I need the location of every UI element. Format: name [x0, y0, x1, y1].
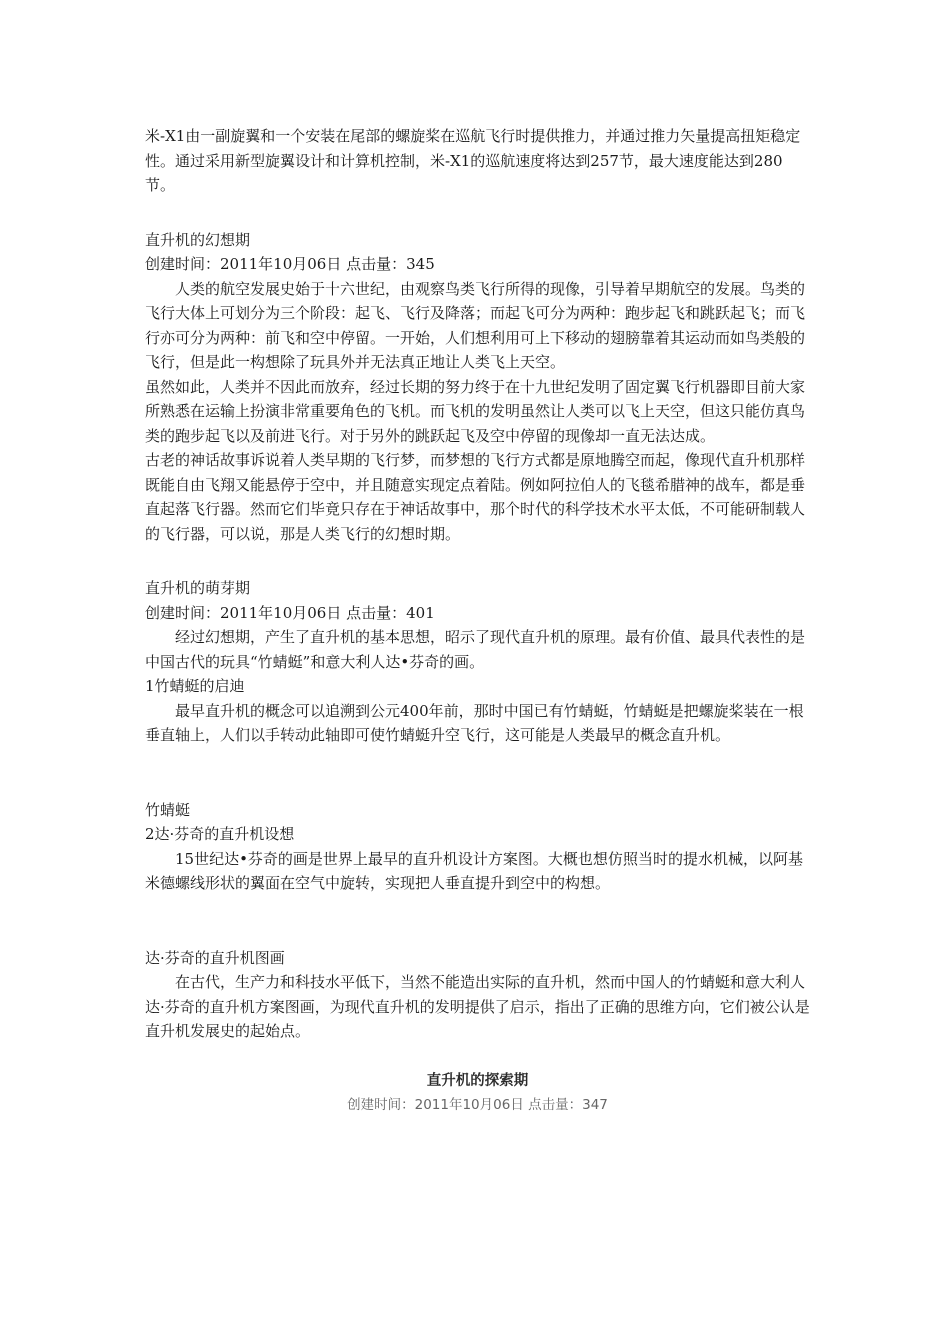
subheading: 2达·芬奇的直升机设想 [145, 825, 295, 843]
paragraph: 人类的航空发展史始于十六世纪，由观察鸟类飞行所得的现像，引导着早期航空的发展。鸟类的飞行大体上可划分为三个阶段：起飞、飞行及降落；而起飞可分为两种：跑步起飞和跳跃起飞；而飞行亦可分为两种：前飞和空中停留。一开始，人们想利用可上下移动的翅膀靠着其运动而如鸟类般的飞行，但是此一构想除了玩具外并无法真正地让人类飞上天空。 [145, 279, 806, 371]
spacer [145, 198, 810, 228]
subheading: 1竹蜻蜓的启迪 [145, 677, 245, 695]
section-title: 直升机的探索期 [426, 1072, 529, 1089]
section-title: 直升机的萌芽期 [145, 579, 251, 597]
figure-caption: 竹蜻蜓 [145, 800, 191, 819]
section-title: 直升机的幻想期 [145, 230, 251, 249]
image-placeholder [145, 748, 810, 798]
image-placeholder [145, 896, 810, 946]
document-body [145, 124, 810, 1118]
paragraph: 虽然如此，人类并不因此而放弃，经过长期的努力终于在十九世纪发明了固定翼飞行机器即目前大家所熟悉在运输上扮演非常重要角色的飞机。而飞机的发明虽然让人类可以飞上天空，但这只能仿真鸟类的跑步起飞以及前进飞行。对于另外的跳跃起飞及空中停留的现像却一直无法达成。 [145, 377, 806, 445]
figure-caption: 达·芬奇的直升机图画 [145, 948, 285, 967]
section-meta: 创建时间：2011年10月06日 点击量：345 [145, 255, 435, 273]
section-meta: 创建时间：2011年10月06日 点击量：347 [347, 1097, 608, 1113]
intro-paragraph: 米-X1由一副旋翼和一个安装在尾部的螺旋桨在巡航飞行时提供推力，并通过推力矢量提高扭矩稳定性。通过采用新型旋翼设计和计算机控制，米-X1的巡航速度将达到257节，最大速度能达到280节。 [145, 127, 801, 194]
paragraph: 经过幻想期，产生了直升机的基本思想，昭示了现代直升机的原理。最有价值、最具代表性的是中国古代的玩具“竹蜻蜓”和意大利人达•芬奇的画。 [145, 628, 806, 671]
section-meta: 创建时间：2011年10月06日 点击量：401 [145, 603, 435, 622]
paragraph: 15世纪达•芬奇的画是世界上最早的直升机设计方案图。大概也想仿照当时的提水机械，以阿基米德螺线形状的翼面在空气中旋转，实现把人垂直提升到空中的构想。 [145, 849, 803, 892]
paragraph: 在古代，生产力和科技水平低下，当然不能造出实际的直升机，然而中国人的竹蜻蜓和意大利人达·芬奇的直升机方案图画，为现代直升机的发明提供了启示，指出了正确的思维方向，它们被公认是直升机发展史的起始点。 [145, 973, 810, 1040]
spacer [145, 1044, 810, 1069]
spacer [145, 546, 810, 576]
paragraph: 古老的神话故事诉说着人类早期的飞行梦，而梦想的飞行方式都是原地腾空而起，像现代直升机那样既能自由飞翔又能悬停于空中，并且随意实现定点着陆。例如阿拉伯人的飞毯希腊神的战车，都是垂直起落飞行器。然而它们毕竟只存在于神话故事中，那个时代的科学技术水平太低，不可能研制载人的飞行器，可以说，那是人类飞行的幻想时期。 [145, 451, 806, 543]
paragraph: 最早直升机的概念可以追溯到公元400年前，那时中国已有竹蜻蜓，竹蜻蜓是把螺旋桨装在一根垂直轴上，人们以手转动此轴即可使竹蜻蜓升空飞行，这可能是人类最早的概念直升机。 [145, 701, 804, 744]
